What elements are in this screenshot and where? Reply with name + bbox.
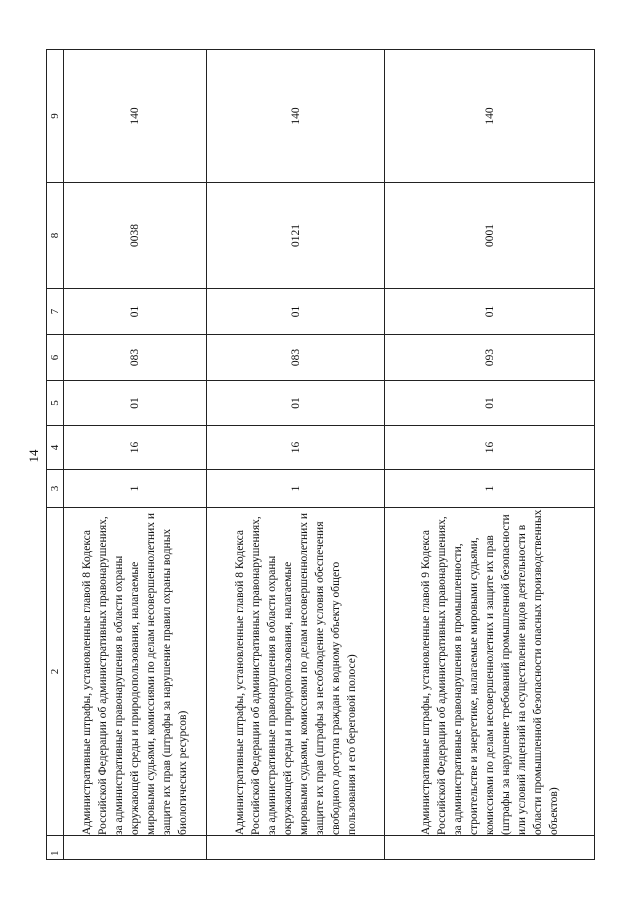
row-col-1 — [64, 836, 207, 860]
header-col-7: 7 — [47, 289, 64, 335]
row-col-8: 0121 — [207, 183, 385, 289]
row-col-7: 01 — [64, 289, 207, 335]
row-col-9: 140 — [64, 50, 207, 183]
row-col-3: 1 — [385, 470, 595, 508]
row-col-5: 01 — [385, 381, 595, 426]
row-col-6: 083 — [64, 335, 207, 381]
row-col-9: 140 — [385, 50, 595, 183]
rotated-table-container — [46, 50, 590, 860]
header-col-5: 5 — [47, 381, 64, 426]
row-description: Административные штрафы, установленные главой 9 Кодекса Российской Федерации об административных правонарушениях, за административные правонарушения в промышленности, строительстве и энергетике, налагаемые мировыми судьями, комиссиями по делам несовершеннолетних и защите их прав (штрафы за нарушение требований промышленной безопасности или условий лицензий на осуществление видов деятельности в области промышленной безопасности опасных производственных объектов) — [385, 508, 595, 836]
header-col-3: 3 — [47, 470, 64, 508]
page-number: 14 — [26, 449, 41, 463]
header-row — [47, 50, 64, 860]
row-col-3: 1 — [64, 470, 207, 508]
row-col-5: 01 — [207, 381, 385, 426]
row-col-6: 083 — [207, 335, 385, 381]
row-col-1 — [207, 836, 385, 860]
header-col-6: 6 — [47, 335, 64, 381]
row-col-7: 01 — [207, 289, 385, 335]
table-row — [64, 50, 207, 860]
row-col-7: 01 — [385, 289, 595, 335]
header-col-8: 8 — [47, 183, 64, 289]
row-col-4: 16 — [207, 426, 385, 470]
row-col-4: 16 — [64, 426, 207, 470]
row-col-8: 0001 — [385, 183, 595, 289]
table-row — [385, 50, 595, 860]
row-col-5: 01 — [64, 381, 207, 426]
row-col-9: 140 — [207, 50, 385, 183]
header-col-2: 2 — [47, 508, 64, 836]
header-col-4: 4 — [47, 426, 64, 470]
row-col-6: 093 — [385, 335, 595, 381]
row-col-1 — [385, 836, 595, 860]
row-description: Административные штрафы, установленные главой 8 Кодекса Российской Федерации об административных правонарушениях, за административные правонарушения в области охраны окружающей среды и природопользования, налагаемые мировыми судьями, комиссиями по делам несовершеннолетних и защите их прав (штрафы за нарушение правил охраны водных биологических ресурсов) — [64, 508, 207, 836]
row-col-4: 16 — [385, 426, 595, 470]
row-col-8: 0038 — [64, 183, 207, 289]
row-col-3: 1 — [207, 470, 385, 508]
budget-code-table — [46, 49, 595, 860]
header-col-9: 9 — [47, 50, 64, 183]
table-row — [207, 50, 385, 860]
header-col-1: 1 — [47, 836, 64, 860]
row-description: Административные штрафы, установленные главой 8 Кодекса Российской Федерации об административных правонарушениях, за административные правонарушения в области охраны окружающей среды и природопользования, налагаемые мировыми судьями, комиссиями по делам несовершеннолетних и защите их прав (штрафы за несоблюдение условия обеспечения свободного доступа граждан к водному объекту общего пользования и его береговой полосе) — [207, 508, 385, 836]
